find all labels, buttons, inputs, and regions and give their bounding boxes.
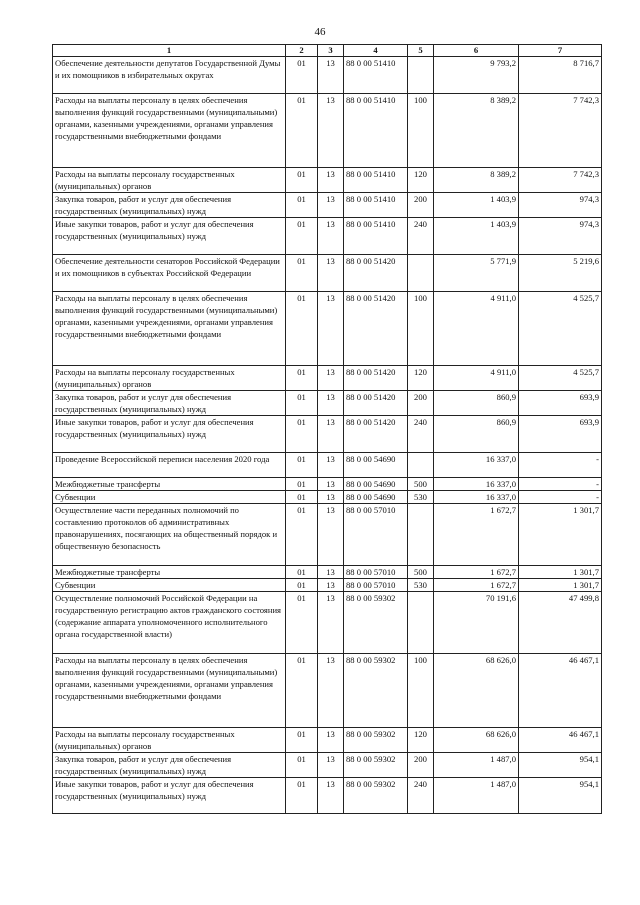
expense-type-cell: 200 [408, 753, 434, 778]
row-name-cell: Иные закупки товаров, работ и услуг для обеспечения государственных (муниципальных) нужд [53, 778, 286, 814]
expense-type-cell: 530 [408, 579, 434, 592]
amount-2022-cell: 974,3 [519, 218, 602, 255]
target-article-cell: 88 0 00 54690 [344, 453, 408, 478]
amount-2022-cell: 4 525,7 [519, 292, 602, 366]
subsection-code-cell: 13 [318, 292, 344, 366]
subsection-code-cell: 13 [318, 94, 344, 168]
subsection-code-cell: 13 [318, 391, 344, 416]
table-row [53, 193, 602, 218]
column-header: 7 [519, 45, 602, 57]
section-code-cell: 01 [286, 193, 318, 218]
subsection-code-cell: 13 [318, 728, 344, 753]
expense-type-cell: 500 [408, 566, 434, 579]
amount-2021-cell: 1 672,7 [434, 579, 519, 592]
subsection-code-cell: 13 [318, 491, 344, 504]
row-name-cell: Субвенции [53, 491, 286, 504]
expense-type-cell: 120 [408, 728, 434, 753]
amount-2021-cell: 16 337,0 [434, 491, 519, 504]
section-code-cell: 01 [286, 168, 318, 193]
amount-2021-cell: 16 337,0 [434, 478, 519, 491]
subsection-code-cell: 13 [318, 255, 344, 292]
column-header: 5 [408, 45, 434, 57]
subsection-code-cell: 13 [318, 592, 344, 654]
table-row [53, 453, 602, 478]
amount-2022-cell: - [519, 478, 602, 491]
amount-2021-cell: 8 389,2 [434, 94, 519, 168]
expense-type-cell [408, 453, 434, 478]
expense-type-cell: 200 [408, 391, 434, 416]
section-code-cell: 01 [286, 292, 318, 366]
target-article-cell: 88 0 00 57010 [344, 566, 408, 579]
target-article-cell: 88 0 00 54690 [344, 478, 408, 491]
section-code-cell: 01 [286, 778, 318, 814]
table-row [53, 218, 602, 255]
target-article-cell: 88 0 00 59302 [344, 654, 408, 728]
target-article-cell: 88 0 00 51420 [344, 292, 408, 366]
target-article-cell: 88 0 00 51420 [344, 391, 408, 416]
subsection-code-cell: 13 [318, 566, 344, 579]
row-name-cell: Обеспечение деятельности депутатов Государственной Думы и их помощников в избирательных округах [53, 57, 286, 94]
table-row [53, 168, 602, 193]
table-row [53, 778, 602, 814]
amount-2022-cell: 693,9 [519, 391, 602, 416]
subsection-code-cell: 13 [318, 753, 344, 778]
amount-2022-cell: 954,1 [519, 753, 602, 778]
amount-2022-cell: 1 301,7 [519, 579, 602, 592]
amount-2022-cell: 7 742,3 [519, 94, 602, 168]
amount-2021-cell: 860,9 [434, 416, 519, 453]
table-row [53, 391, 602, 416]
amount-2022-cell: 47 499,8 [519, 592, 602, 654]
expense-type-cell: 120 [408, 168, 434, 193]
row-name-cell: Межбюджетные трансферты [53, 566, 286, 579]
amount-2021-cell: 70 191,6 [434, 592, 519, 654]
subsection-code-cell: 13 [318, 778, 344, 814]
section-code-cell: 01 [286, 504, 318, 566]
section-code-cell: 01 [286, 453, 318, 478]
amount-2022-cell: - [519, 491, 602, 504]
table-row [53, 491, 602, 504]
row-name-cell: Осуществление полномочий Российской Федерации на государственную регистрацию актов гражданского состояния (содержание аппарата уполномоченного исполнительного органа государственной власти) [53, 592, 286, 654]
expense-type-cell: 500 [408, 478, 434, 491]
column-header: 1 [53, 45, 286, 57]
amount-2022-cell: 1 301,7 [519, 566, 602, 579]
target-article-cell: 88 0 00 51410 [344, 168, 408, 193]
row-name-cell: Расходы на выплаты персоналу в целях обеспечения выполнения функций государственными (муниципальными) органами, казенными учреждениями, органами управления государственными внебюджетными фондами [53, 292, 286, 366]
subsection-code-cell: 13 [318, 453, 344, 478]
target-article-cell: 88 0 00 51420 [344, 416, 408, 453]
row-name-cell: Межбюджетные трансферты [53, 478, 286, 491]
amount-2021-cell: 4 911,0 [434, 366, 519, 391]
table-row [53, 753, 602, 778]
section-code-cell: 01 [286, 753, 318, 778]
target-article-cell: 88 0 00 51410 [344, 57, 408, 94]
section-code-cell: 01 [286, 566, 318, 579]
expense-type-cell: 240 [408, 778, 434, 814]
amount-2021-cell: 5 771,9 [434, 255, 519, 292]
target-article-cell: 88 0 00 59302 [344, 778, 408, 814]
target-article-cell: 88 0 00 57010 [344, 504, 408, 566]
section-code-cell: 01 [286, 416, 318, 453]
expense-type-cell: 240 [408, 416, 434, 453]
subsection-code-cell: 13 [318, 218, 344, 255]
target-article-cell: 88 0 00 51410 [344, 193, 408, 218]
expense-type-cell: 120 [408, 366, 434, 391]
expense-type-cell [408, 592, 434, 654]
table-header-row [53, 45, 602, 57]
target-article-cell: 88 0 00 54690 [344, 491, 408, 504]
subsection-code-cell: 13 [318, 654, 344, 728]
section-code-cell: 01 [286, 57, 318, 94]
amount-2022-cell: 954,1 [519, 778, 602, 814]
column-header: 3 [318, 45, 344, 57]
table-row [53, 478, 602, 491]
table-row [53, 255, 602, 292]
amount-2022-cell: 4 525,7 [519, 366, 602, 391]
subsection-code-cell: 13 [318, 168, 344, 193]
page-number: 46 [314, 26, 326, 38]
row-name-cell: Субвенции [53, 579, 286, 592]
row-name-cell: Расходы на выплаты персоналу государственных (муниципальных) органов [53, 728, 286, 753]
target-article-cell: 88 0 00 59302 [344, 592, 408, 654]
expense-type-cell: 200 [408, 193, 434, 218]
row-name-cell: Закупка товаров, работ и услуг для обеспечения государственных (муниципальных) нужд [53, 193, 286, 218]
amount-2022-cell: 693,9 [519, 416, 602, 453]
row-name-cell: Обеспечение деятельности сенаторов Российской Федерации и их помощников в субъектах Российской Федерации [53, 255, 286, 292]
table-row [53, 592, 602, 654]
amount-2021-cell: 1 403,9 [434, 193, 519, 218]
row-name-cell: Осуществление части переданных полномочий по составлению протоколов об административных правонарушениях, посягающих на общественный порядок и общественную безопасность [53, 504, 286, 566]
amount-2021-cell: 860,9 [434, 391, 519, 416]
target-article-cell: 88 0 00 59302 [344, 753, 408, 778]
table-row [53, 57, 602, 94]
amount-2021-cell: 1 487,0 [434, 753, 519, 778]
subsection-code-cell: 13 [318, 366, 344, 391]
target-article-cell: 88 0 00 57010 [344, 579, 408, 592]
amount-2021-cell: 4 911,0 [434, 292, 519, 366]
table-row [53, 292, 602, 366]
table-row [53, 579, 602, 592]
row-name-cell: Закупка товаров, работ и услуг для обеспечения государственных (муниципальных) нужд [53, 753, 286, 778]
target-article-cell: 88 0 00 51420 [344, 255, 408, 292]
subsection-code-cell: 13 [318, 579, 344, 592]
subsection-code-cell: 13 [318, 416, 344, 453]
row-name-cell: Проведение Всероссийской переписи населения 2020 года [53, 453, 286, 478]
section-code-cell: 01 [286, 654, 318, 728]
amount-2021-cell: 1 403,9 [434, 218, 519, 255]
amount-2021-cell: 68 626,0 [434, 654, 519, 728]
target-article-cell: 88 0 00 59302 [344, 728, 408, 753]
section-code-cell: 01 [286, 218, 318, 255]
table-body [53, 57, 602, 814]
section-code-cell: 01 [286, 491, 318, 504]
amount-2021-cell: 8 389,2 [434, 168, 519, 193]
row-name-cell: Иные закупки товаров, работ и услуг для обеспечения государственных (муниципальных) нужд [53, 218, 286, 255]
column-header: 6 [434, 45, 519, 57]
table-row [53, 366, 602, 391]
row-name-cell: Расходы на выплаты персоналу в целях обеспечения выполнения функций государственными (муниципальными) органами, казенными учреждениями, органами управления государственными внебюджетными фондами [53, 94, 286, 168]
expense-type-cell: 100 [408, 654, 434, 728]
table-row [53, 728, 602, 753]
amount-2021-cell: 9 793,2 [434, 57, 519, 94]
amount-2021-cell: 1 672,7 [434, 504, 519, 566]
expense-type-cell: 530 [408, 491, 434, 504]
expense-type-cell: 100 [408, 94, 434, 168]
section-code-cell: 01 [286, 592, 318, 654]
subsection-code-cell: 13 [318, 504, 344, 566]
expense-type-cell [408, 255, 434, 292]
amount-2021-cell: 1 487,0 [434, 778, 519, 814]
table-row [53, 566, 602, 579]
amount-2022-cell: 1 301,7 [519, 504, 602, 566]
row-name-cell: Закупка товаров, работ и услуг для обеспечения государственных (муниципальных) нужд [53, 391, 286, 416]
amount-2021-cell: 68 626,0 [434, 728, 519, 753]
target-article-cell: 88 0 00 51410 [344, 94, 408, 168]
amount-2022-cell: 46 467,1 [519, 654, 602, 728]
column-header: 2 [286, 45, 318, 57]
section-code-cell: 01 [286, 255, 318, 292]
amount-2021-cell: 1 672,7 [434, 566, 519, 579]
section-code-cell: 01 [286, 478, 318, 491]
target-article-cell: 88 0 00 51410 [344, 218, 408, 255]
amount-2021-cell: 16 337,0 [434, 453, 519, 478]
amount-2022-cell: 8 716,7 [519, 57, 602, 94]
section-code-cell: 01 [286, 94, 318, 168]
table-row [53, 94, 602, 168]
section-code-cell: 01 [286, 579, 318, 592]
expense-type-cell: 240 [408, 218, 434, 255]
expense-type-cell [408, 57, 434, 94]
subsection-code-cell: 13 [318, 193, 344, 218]
table-row [53, 416, 602, 453]
table-row [53, 504, 602, 566]
amount-2022-cell: 974,3 [519, 193, 602, 218]
budget-table [52, 44, 602, 814]
amount-2022-cell: 7 742,3 [519, 168, 602, 193]
row-name-cell: Расходы на выплаты персоналу в целях обеспечения выполнения функций государственными (муниципальными) органами, казенными учреждениями, органами управления государственными внебюджетными фондами [53, 654, 286, 728]
subsection-code-cell: 13 [318, 478, 344, 491]
table-row [53, 654, 602, 728]
section-code-cell: 01 [286, 366, 318, 391]
amount-2022-cell: 5 219,6 [519, 255, 602, 292]
row-name-cell: Иные закупки товаров, работ и услуг для обеспечения государственных (муниципальных) нужд [53, 416, 286, 453]
expense-type-cell [408, 504, 434, 566]
section-code-cell: 01 [286, 391, 318, 416]
amount-2022-cell: 46 467,1 [519, 728, 602, 753]
amount-2022-cell: - [519, 453, 602, 478]
target-article-cell: 88 0 00 51420 [344, 366, 408, 391]
row-name-cell: Расходы на выплаты персоналу государственных (муниципальных) органов [53, 168, 286, 193]
subsection-code-cell: 13 [318, 57, 344, 94]
expense-type-cell: 100 [408, 292, 434, 366]
row-name-cell: Расходы на выплаты персоналу государственных (муниципальных) органов [53, 366, 286, 391]
section-code-cell: 01 [286, 728, 318, 753]
column-header: 4 [344, 45, 408, 57]
